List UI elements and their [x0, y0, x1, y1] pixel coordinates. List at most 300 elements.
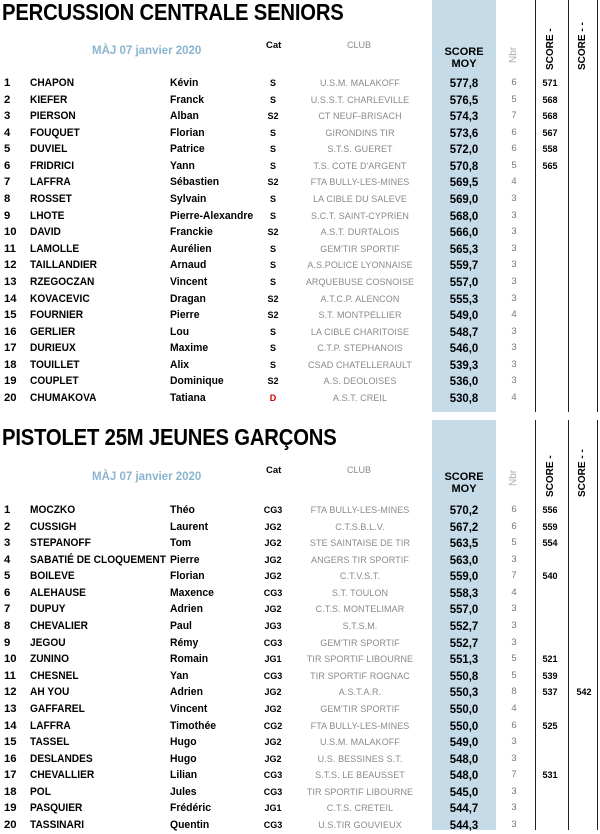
score-cell: 530,8 — [449, 390, 479, 405]
club-cell: A.S.T.A.R. — [338, 687, 382, 698]
table-row — [0, 291, 600, 308]
count-cell: 6 — [511, 719, 517, 731]
rank-cell: 8 — [4, 193, 11, 206]
score-cell: 574,3 — [449, 109, 479, 124]
score-cell: 568,0 — [449, 208, 479, 223]
category-cell: JG2 — [264, 571, 282, 582]
count-cell: 5 — [511, 669, 517, 681]
club-cell: STE SAINTAISE DE TIR — [309, 538, 411, 549]
score-cell: 576,5 — [449, 92, 479, 107]
rank-cell: 19 — [4, 375, 17, 388]
rank-cell: 19 — [4, 802, 17, 815]
count-cell: 3 — [511, 752, 517, 764]
score-cell: 549,0 — [449, 308, 479, 323]
rank-cell: 18 — [4, 358, 17, 371]
first-name-cell: Maxence — [170, 586, 214, 599]
category-cell: CG3 — [263, 587, 283, 598]
rank-cell: 4 — [4, 553, 11, 566]
first-name-cell: Tom — [170, 537, 192, 550]
club-cell: U.S.M. MALAKOFF — [319, 78, 400, 88]
category-cell: JG2 — [264, 753, 282, 764]
club-cell: U.S. BESSINES S.T. — [317, 753, 403, 764]
score-cell: 563,5 — [449, 536, 479, 551]
rank-cell: 13 — [4, 275, 17, 288]
rank-cell: 11 — [4, 669, 16, 682]
first-name-cell: Timothée — [170, 719, 217, 732]
club-cell: CSAD CHATELLERAULT — [308, 359, 412, 370]
name-cell: LAFFRA — [30, 176, 71, 189]
count-cell: 3 — [511, 275, 517, 287]
table-row — [0, 307, 600, 324]
club-cell: TIR SPORTIF LIBOURNE — [306, 654, 414, 665]
score-cell: 559,0 — [449, 569, 479, 584]
table-row — [0, 552, 600, 569]
table-row — [0, 635, 600, 652]
score-1-cell: 540 — [542, 571, 558, 582]
first-name-cell: Yan — [170, 669, 189, 682]
club-cell: GIRONDINS TIR — [325, 127, 395, 138]
rank-cell: 2 — [4, 93, 11, 106]
name-cell: JEGOU — [30, 636, 66, 649]
name-cell: PIERSON — [30, 110, 76, 123]
score-1-cell: 531 — [542, 770, 558, 781]
club-cell: U.S.S.T. CHARLEVILLE — [310, 94, 410, 105]
count-cell: 3 — [511, 242, 517, 254]
first-name-cell: Arnaud — [170, 259, 207, 272]
count-cell: 6 — [511, 126, 517, 138]
rank-cell: 4 — [4, 126, 11, 139]
category-cell: S — [269, 343, 276, 354]
rank-cell: 12 — [4, 686, 17, 699]
count-cell: 7 — [511, 110, 517, 122]
score-cell: 557,0 — [449, 602, 479, 617]
name-cell: GAFFAREL — [30, 702, 85, 715]
name-cell: ZUNINO — [30, 653, 69, 666]
table-row — [0, 684, 600, 701]
first-name-cell: Pierre-Alexandre — [170, 209, 254, 222]
score-cell: 570,8 — [449, 158, 479, 173]
first-name-cell: Sylvain — [170, 193, 207, 206]
first-name-cell: Maxime — [170, 342, 209, 355]
category-cell: CG3 — [263, 819, 283, 830]
rank-cell: 14 — [4, 719, 17, 732]
name-cell: STEPANOFF — [30, 537, 91, 550]
name-cell: MOCZKO — [30, 504, 76, 516]
count-cell: 3 — [511, 603, 517, 615]
table-row — [0, 373, 600, 390]
count-cell: 3 — [511, 325, 517, 337]
category-cell: D — [269, 392, 277, 403]
category-cell: S — [269, 359, 276, 370]
category-cell: S2 — [267, 310, 279, 321]
rank-cell: 3 — [4, 110, 11, 123]
rank-cell: 16 — [4, 752, 17, 765]
category-cell: CG3 — [263, 637, 283, 648]
name-cell: FOURNIER — [30, 309, 84, 322]
category-cell: S — [269, 78, 276, 88]
score-cell: 536,0 — [449, 374, 479, 389]
category-cell: JG1 — [264, 803, 282, 814]
category-cell: S — [269, 243, 276, 254]
count-cell: 6 — [511, 520, 517, 532]
count-cell: 5 — [511, 93, 517, 105]
score-cell: 569,5 — [449, 175, 479, 190]
name-cell: KIEFER — [30, 93, 68, 106]
table-row — [0, 568, 600, 585]
first-name-cell: Florian — [170, 570, 205, 583]
first-name-cell: Florian — [170, 126, 205, 139]
first-name-cell: Sébastien — [170, 176, 220, 189]
rank-cell: 5 — [4, 570, 11, 583]
category-cell: S2 — [267, 293, 279, 304]
section-percussion — [0, 0, 600, 412]
table-row — [0, 274, 600, 291]
table-row — [0, 125, 600, 142]
score-cell: 544,3 — [449, 817, 479, 832]
update-date: MÀJ 07 janvier 2020 — [92, 471, 202, 483]
category-cell: S2 — [267, 376, 279, 387]
club-cell: ARQUEBUSE COSNOISE — [305, 276, 415, 287]
score-1-cell: 556 — [542, 505, 558, 515]
first-name-cell: Quentin — [170, 818, 210, 831]
category-cell: S — [269, 276, 276, 287]
club-cell: C.T.S. CRETEIL — [326, 803, 394, 814]
name-cell: AH YOU — [30, 686, 70, 699]
table-row — [0, 191, 600, 208]
table-row — [0, 158, 600, 175]
category-cell: JG2 — [264, 521, 282, 532]
name-cell: DUVIEL — [30, 143, 68, 156]
count-cell: 5 — [511, 537, 517, 549]
first-name-cell: Yann — [170, 159, 195, 172]
club-cell: FTA BULLY-LES-MINES — [310, 505, 410, 515]
score-cell: 577,8 — [449, 76, 479, 90]
table-row — [0, 241, 600, 258]
score-cell: 569,0 — [449, 192, 479, 207]
name-cell: FRIDRICI — [30, 159, 75, 172]
rank-cell: 10 — [4, 226, 17, 239]
count-cell: 4 — [511, 586, 517, 598]
header-score: SCORE MOY — [444, 46, 484, 70]
score-cell: 566,0 — [449, 225, 479, 240]
category-cell: JG2 — [264, 737, 282, 748]
rank-cell: 20 — [4, 391, 17, 404]
score-1-cell: 521 — [542, 654, 558, 665]
table-row — [0, 141, 600, 158]
score-cell: 565,3 — [449, 241, 479, 256]
name-cell: ROSSET — [30, 193, 72, 206]
count-cell: 3 — [511, 209, 517, 221]
first-name-cell: Hugo — [170, 752, 197, 765]
category-cell: JG2 — [264, 687, 282, 698]
table-row — [0, 767, 600, 784]
table-row — [0, 535, 600, 552]
first-name-cell: Jules — [170, 785, 197, 798]
table-row — [0, 701, 600, 718]
score-1-cell: 559 — [542, 521, 558, 532]
rank-cell: 13 — [4, 702, 17, 715]
table-row — [0, 340, 600, 357]
first-name-cell: Dragan — [170, 292, 206, 305]
name-cell: PASQUIER — [30, 802, 83, 815]
first-name-cell: Lou — [170, 325, 190, 338]
category-cell: CG3 — [263, 786, 283, 797]
score-1-cell: 568 — [542, 94, 558, 105]
category-cell: JG2 — [264, 703, 282, 714]
club-cell: S.T. TOULON — [331, 587, 389, 598]
name-cell: CUSSIGH — [30, 520, 77, 533]
first-name-cell: Pierre — [170, 309, 200, 322]
name-cell: CHEVALIER — [30, 620, 89, 633]
club-cell: A.S.T. DURTALOIS — [320, 227, 400, 238]
name-cell: TAILLANDIER — [30, 259, 98, 272]
name-cell: GERLIER — [30, 325, 76, 338]
count-cell: 3 — [511, 620, 517, 632]
rank-cell: 14 — [4, 292, 17, 305]
rank-cell: 18 — [4, 785, 17, 798]
first-name-cell: Théo — [170, 504, 195, 516]
club-cell: A.S.T. CREIL — [332, 392, 388, 403]
first-name-cell: Patrice — [170, 143, 205, 156]
club-cell: LA CIBLE DU SALEVE — [313, 194, 407, 205]
name-cell: DAVID — [30, 226, 61, 239]
rank-cell: 7 — [4, 603, 11, 616]
count-cell: 3 — [511, 736, 517, 748]
category-cell: S — [269, 94, 276, 105]
rank-cell: 7 — [4, 176, 11, 189]
header-score-2: SCORE - - — [577, 22, 588, 70]
table-row — [0, 651, 600, 668]
name-cell: DURIEUX — [30, 342, 76, 355]
first-name-cell: Alban — [170, 110, 199, 123]
count-cell: 3 — [511, 818, 517, 830]
name-cell: SABATIÉ DE CLOQUEMENT — [30, 553, 166, 566]
score-cell: 550,0 — [449, 718, 479, 733]
score-1-cell: 525 — [542, 720, 558, 731]
club-cell: GEM'TIR SPORTIF — [320, 703, 400, 714]
table-row — [0, 92, 600, 109]
score-cell: 572,0 — [449, 142, 479, 157]
count-cell: 7 — [511, 570, 517, 582]
name-cell: CHEVALLIER — [30, 769, 95, 782]
first-name-cell: Franckie — [170, 226, 213, 239]
category-cell: S — [269, 326, 276, 337]
score-cell: 545,0 — [449, 784, 479, 799]
first-name-cell: Vincent — [170, 702, 208, 715]
rank-cell: 8 — [4, 620, 11, 633]
club-cell: T.S. COTE D'ARGENT — [313, 160, 407, 171]
score-1-cell: 554 — [542, 538, 558, 549]
rank-cell: 15 — [4, 736, 17, 749]
score-cell: 548,0 — [449, 768, 479, 783]
name-cell: CHESNEL — [30, 669, 79, 682]
club-cell: A.S.POLICE LYONNAISE — [307, 260, 413, 271]
table-row — [0, 618, 600, 635]
club-cell: S.T.S.M. — [342, 621, 378, 632]
category-cell: S2 — [267, 227, 279, 238]
club-cell: GEM'TIR SPORTIF — [320, 243, 400, 254]
category-cell: S — [269, 210, 276, 221]
table-row — [0, 784, 600, 801]
score-cell: 573,6 — [449, 125, 479, 140]
first-name-cell: Dominique — [170, 375, 224, 388]
category-cell: CG2 — [263, 720, 283, 731]
table-row — [0, 800, 600, 817]
first-name-cell: Tatiana — [170, 391, 206, 404]
count-cell: 8 — [511, 686, 517, 698]
count-cell: 4 — [511, 309, 517, 321]
score-cell: 559,7 — [449, 258, 479, 273]
count-cell: 3 — [511, 193, 517, 205]
count-cell: 3 — [511, 375, 517, 387]
score-cell: 557,0 — [449, 274, 479, 289]
club-cell: C.T.S. MONTELIMAR — [315, 604, 405, 615]
name-cell: RZEGOCZAN — [30, 275, 95, 288]
score-cell: 558,3 — [449, 585, 479, 600]
rank-cell: 17 — [4, 342, 17, 355]
count-cell: 3 — [511, 259, 517, 271]
count-cell: 4 — [511, 176, 517, 188]
score-cell: 551,3 — [449, 652, 479, 667]
category-cell: JG2 — [264, 604, 282, 615]
count-cell: 3 — [511, 226, 517, 238]
table-row — [0, 357, 600, 374]
update-date: MÀJ 07 janvier 2020 — [92, 45, 202, 57]
table-row — [0, 519, 600, 536]
count-cell: 4 — [511, 391, 517, 403]
club-cell: FTA BULLY-LES-MINES — [310, 177, 410, 188]
name-cell: ALEHAUSE — [30, 586, 86, 599]
rank-cell: 10 — [4, 653, 17, 666]
club-cell: TIR SPORTIF ROGNAC — [310, 670, 410, 681]
header-score-1: SCORE - — [545, 28, 556, 70]
table-row — [0, 502, 600, 519]
header-cat: Cat — [266, 465, 282, 476]
first-name-cell: Adrien — [170, 603, 203, 616]
category-cell: S — [269, 144, 276, 155]
rank-cell: 1 — [4, 77, 11, 89]
table-row — [0, 208, 600, 225]
first-name-cell: Franck — [170, 93, 205, 106]
club-cell: TIR SPORTIF LIBOURNE — [306, 786, 414, 797]
header-nbr: Nbr — [508, 46, 519, 63]
club-cell: S.C.T. SAINT-CYPRIEN — [310, 210, 410, 221]
score-cell: 539,3 — [449, 357, 479, 372]
score-cell: 549,0 — [449, 735, 479, 750]
count-cell: 7 — [511, 769, 517, 781]
rank-cell: 2 — [4, 520, 11, 533]
count-cell: 3 — [511, 553, 517, 565]
table-row — [0, 257, 600, 274]
score-cell: 567,2 — [449, 519, 479, 534]
score-cell: 563,0 — [449, 552, 479, 567]
table-row — [0, 174, 600, 191]
first-name-cell: Romain — [170, 653, 209, 666]
first-name-cell: Rémy — [170, 636, 199, 649]
count-cell: 6 — [511, 143, 517, 155]
count-cell: 6 — [511, 504, 517, 515]
name-cell: TOUILLET — [30, 358, 80, 371]
score-1-cell: 565 — [542, 160, 558, 171]
rank-cell: 6 — [4, 159, 11, 172]
name-cell: TASSEL — [30, 736, 70, 749]
club-cell: FTA BULLY-LES-MINES — [310, 720, 410, 731]
table-row — [0, 324, 600, 341]
name-cell: COUPLET — [30, 375, 79, 388]
category-cell: S2 — [267, 111, 279, 122]
name-cell: POL — [30, 785, 51, 798]
category-cell: CG3 — [263, 670, 283, 681]
first-name-cell: Lilian — [170, 769, 198, 782]
score-cell: 550,0 — [449, 701, 479, 716]
results-table — [0, 75, 600, 407]
club-cell: S.T. MONTPELLIER — [318, 310, 402, 321]
club-cell: GEM'TIR SPORTIF — [320, 637, 400, 648]
count-cell: 5 — [511, 653, 517, 665]
count-cell: 6 — [511, 77, 517, 88]
table-row — [0, 751, 600, 768]
rank-cell: 11 — [4, 242, 16, 255]
section-title: PERCUSSION CENTRALE SENIORS — [2, 0, 344, 25]
first-name-cell: Hugo — [170, 736, 197, 749]
score-cell: 555,3 — [449, 291, 479, 306]
name-cell: DUPUY — [30, 603, 66, 616]
first-name-cell: Frédéric — [170, 802, 212, 815]
rank-cell: 1 — [4, 504, 11, 516]
table-row — [0, 585, 600, 602]
first-name-cell: Pierre — [170, 553, 200, 566]
count-cell: 3 — [511, 292, 517, 304]
score-1-cell: 558 — [542, 144, 558, 155]
first-name-cell: Vincent — [170, 275, 208, 288]
name-cell: KOVACEVIC — [30, 292, 90, 305]
name-cell: CHUMAKOVA — [30, 391, 97, 404]
score-1-cell: 568 — [542, 111, 558, 122]
name-cell: LAMOLLE — [30, 242, 80, 255]
club-cell: S.T.S. GUERET — [327, 144, 393, 155]
first-name-cell: Adrien — [170, 686, 203, 699]
score-cell: 550,3 — [449, 685, 479, 700]
name-cell: LHOTE — [30, 209, 65, 222]
table-row — [0, 734, 600, 751]
name-cell: CHAPON — [30, 77, 75, 89]
score-1-cell: 537 — [542, 687, 558, 698]
count-cell: 3 — [511, 358, 517, 370]
rank-cell: 12 — [4, 259, 17, 272]
header-club: CLUB — [347, 40, 372, 50]
name-cell: TASSINARI — [30, 818, 85, 831]
category-cell: JG2 — [264, 554, 282, 565]
count-cell: 3 — [511, 785, 517, 797]
count-cell: 3 — [511, 802, 517, 814]
count-cell: 3 — [511, 342, 517, 354]
score-cell: 548,7 — [449, 324, 479, 339]
rank-cell: 5 — [4, 143, 11, 156]
table-row — [0, 668, 600, 685]
category-cell: S2 — [267, 177, 279, 188]
section-title: PISTOLET 25M JEUNES GARÇONS — [2, 424, 337, 450]
score-1-cell: 567 — [542, 127, 558, 138]
name-cell: FOUQUET — [30, 126, 80, 139]
table-row — [0, 75, 600, 92]
category-cell: JG2 — [264, 538, 282, 549]
header-club: CLUB — [347, 465, 372, 475]
rank-cell: 3 — [4, 537, 11, 550]
club-cell: C.T.S.B.L.V. — [335, 521, 385, 532]
first-name-cell: Aurélien — [170, 242, 212, 255]
club-cell: A.T.C.P. ALENCON — [320, 293, 400, 304]
score-cell: 552,7 — [449, 619, 479, 634]
